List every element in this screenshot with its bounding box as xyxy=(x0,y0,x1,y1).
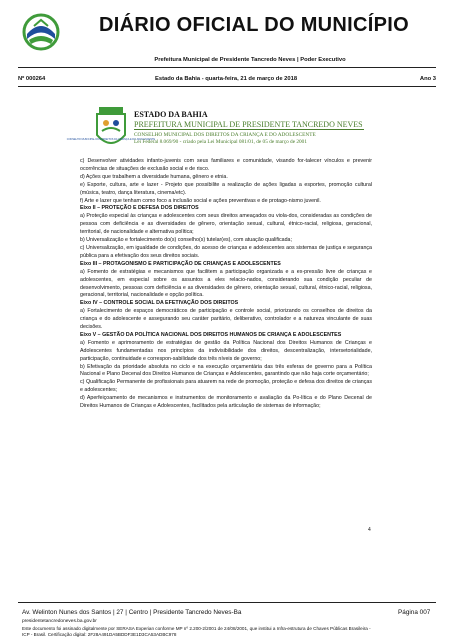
document-page-number: 4 xyxy=(368,527,371,533)
body-paragraph: a) Proteção especial às crianças e adolescentes com seus direitos ameaçados ou viola-dos, consideradas as condições de pessoa com deficiência e as diversidades de gênero, orientação sexual, cultural, étnico-racial, religiosa, geracional, territorial, de nacionalidade e alternativa política; xyxy=(80,213,372,236)
header-subline: Prefeitura Municipal de Presidente Tancredo Neves | Poder Executivo xyxy=(154,57,346,63)
law-reference: Lei Federal 8.069/90 - criado pela Lei Municipal 081/01, de 05 de março de 2001 xyxy=(134,139,307,145)
footer-address: Av. Welinton Nunes dos Santos | 27 | Centro | Presidente Tancredo Neves-Ba xyxy=(22,609,242,616)
section-heading: Eixo III – PROTAGONISMO E PARTICIPAÇÃO DE CRIANÇAS E ADOLESCENTES xyxy=(80,260,281,267)
digital-signature-line-1: Este documento foi assinado digitalmente por SERASA Experian conforme MP nº 2.200-2/2001 de 24/08/2001, que institui a Infra-estrutura de Chaves Públicas Brasileira - xyxy=(22,626,371,631)
section-heading: Eixo II – PROTEÇÃO E DEFESA DOS DIREITOS xyxy=(80,205,199,212)
section-heading: Eixo V – GESTÃO DA POLÍTICA NACIONAL DOS DIREITOS HUMANOS DE CRIANÇA E ADOLESCENTES xyxy=(80,331,342,338)
footer-page-number: Página 007 xyxy=(398,609,431,616)
info-divider xyxy=(18,86,436,87)
body-paragraph: c) Desenvolver atividades infanto-juvenis com seus familiares e comunidade, visando for-talecer vínculos e prevenir ocorrências de situações de exclusão social e de risco. xyxy=(80,158,372,172)
body-paragraph: a) Fomento e aprimoramento de estratégias de gestão da Política Nacional dos Direitos Humanos de Crianças e Adolescentes fundamentadas nos princípios da indivisibilidade dos direitos, descentralização, intersetorialidade, participação, continuidade e correspon-sabilidade dos três níveis de governo; xyxy=(80,339,372,362)
body-paragraph: c) Qualificação Permanente de profissionais para atuarem na rede de promoção, proteção e defesa dos direitos de crianças e adolescentes; xyxy=(80,379,372,394)
footer-divider xyxy=(18,602,436,603)
municipal-logo-icon xyxy=(18,12,64,52)
body-paragraph: f) Arte e lazer que tenham como foco a inclusão social e ações preventivas e de protago-nismo juvenil. xyxy=(80,197,321,204)
issue-date: Estado da Bahia - quarta-feira, 21 de março de 2018 xyxy=(155,76,298,82)
green-divider xyxy=(134,129,364,130)
body-paragraph: b) Universalização e fortalecimento do(s) conselho(s) tutelar(es), com atuação qualificada; xyxy=(80,237,292,244)
body-paragraph: b) Efetivação da prioridade absoluta no ciclo e na execução orçamentária das três esferas de governo para a Política Nacional e Plano Decenal dos Direitos Humanos de Crianças e Adolescentes, garantindo que não haja corte orçamentário; xyxy=(80,363,372,378)
issue-number: Nº 000264 xyxy=(18,76,46,82)
header-divider xyxy=(18,67,436,68)
council-crest-icon xyxy=(66,107,156,153)
crest-text: CONSELHO MUNICIPAL DOS DIREITOS DA CRIANÇA E DO ADOLESCENTE xyxy=(66,138,156,141)
document-body xyxy=(80,158,372,411)
footer-website-link[interactable]: presidentetancredoneves.ba.gov.br xyxy=(22,619,97,624)
issue-year: Ano 3 xyxy=(419,76,436,82)
digital-signature-line-2: ICP - Brasil. Certificação digital: 2F28A491DA5BDDF3E1D3CA53ADBC978 xyxy=(22,632,177,637)
body-paragraph: d) Ações que trabalhem a diversidade humana, gênero e etnia. xyxy=(80,173,228,180)
issue-info-bar xyxy=(18,76,436,85)
state-heading: ESTADO DA BAHIA xyxy=(134,110,208,119)
page-title: DIÁRIO OFICIAL DO MUNICÍPIO xyxy=(99,14,409,36)
body-paragraph: a) Fomento de estratégias e mecanismos que facilitem a participação organizada e a ex-pressão livre de crianças e adolescentes, em especial sobre os assuntos a eles relacio-nados, considerando sua condição peculiar de desenvolvimento, pessoas com deficiência e as diversidades de gênero, orientação sexual, cultural, étnico-racial, religiosa, geracional, territorial, nacionalidade e opção política. xyxy=(80,268,372,299)
prefecture-heading: PREFEITURA MUNICIPAL DE PRESIDENTE TANCREDO NEVES xyxy=(134,120,363,129)
body-paragraph: e) Esporte, cultura, arte e lazer - Projeto que possibilite a realização de ações ligadas a esportes, promoção cultural (música, teatro, dança literatura, cinema/etc). xyxy=(80,181,372,196)
body-paragraph: a) Fortalecimento de espaços democráticos de participação e controle social, priorizando os conselhos de direitos da criança e do adolescente e assegurando seu caráter paritário, deliberativo, controlador e a natureza vinculante de suas decisões. xyxy=(80,308,372,331)
body-paragraph: d) Aperfeiçoamento de mecanismos e instrumentos de monitoramento e avaliação da Po-lítica e do Plano Decenal de Direitos Humanos de Crianças e Adolescentes, facilitados pela articulação de sistemas de informação; xyxy=(80,395,372,410)
council-heading: CONSELHO MUNICIPAL DOS DIREITOS DA CRIANÇA E DO ADOLESCENTE xyxy=(134,132,316,138)
section-heading: Eixo IV – CONTROLE SOCIAL DA EFETIVAÇÃO DOS DIREITOS xyxy=(80,300,239,307)
body-paragraph: c) Universalização, em igualdade de condições, do acesso de crianças e adolescentes aos sistemas de justiça e segurança pública para a efetivação dos seus direitos sociais. xyxy=(80,244,372,259)
